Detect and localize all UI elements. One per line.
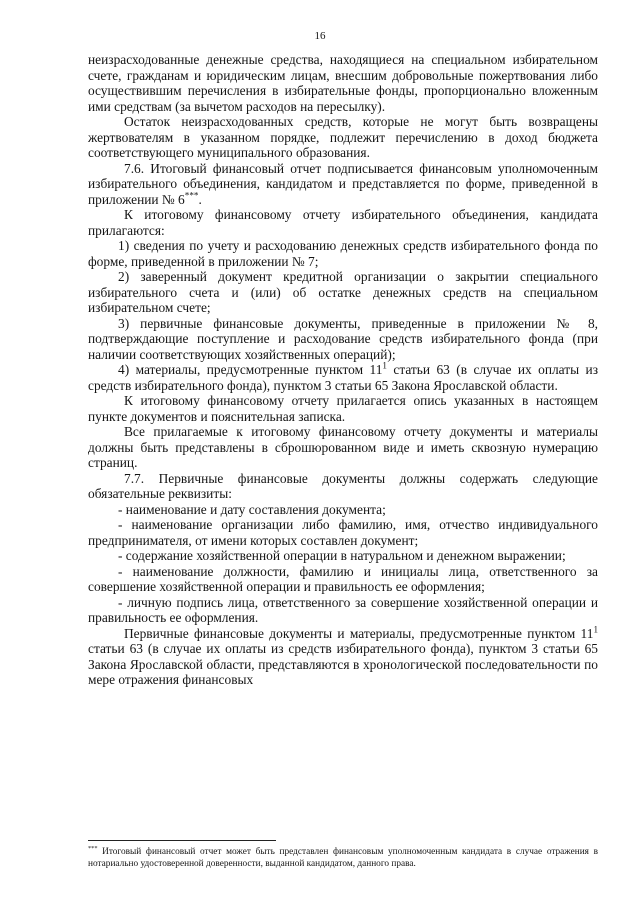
requisite-item-2: - наименование организации либо фамилию, имя, отчество индивидуального предпринимателя, от имени которых составлен документ; (88, 517, 598, 548)
footnote (88, 846, 598, 870)
list-item-4-text-b: статьи 63 (в случае их оплаты из средств избирательного фонда), пунктом 3 статьи 65 Закона Ярославской области. (88, 362, 598, 393)
paragraph-7-7-requisites: 7.7. Первичные финансовые документы должны содержать следующие обязательные реквизиты: (88, 470, 598, 501)
paragraph-refund-remainder: неизрасходованные денежные средства, находящиеся на специальном избирательном счете, гражданам и юридическим лицам, внесшим добровольные пожертвования либо осуществившим перечисления в избирательные фонды, пропорционально вложенным ими средствам (за вычетом расходов на пересылку). (88, 52, 598, 114)
superscript-one: 1 (593, 624, 598, 635)
paragraph-attachments-intro: К итоговому финансовому отчету избирательного объединения, кандидата прилагаются: (88, 207, 598, 238)
list-item-1: 1) сведения по учету и расходованию денежных средств избирательного фонда по форме, приведенной в приложении № 7; (88, 238, 598, 269)
requisite-item-3: - содержание хозяйственной операции в натуральном и денежном выражении; (118, 548, 566, 563)
requisite-item-5: - личную подпись лица, ответственного за совершение хозяйственной операции и правильность ее оформления. (88, 594, 598, 625)
requisite-item-1: - наименование и дату составления документа; (118, 501, 386, 517)
list-item-3: 3) первичные финансовые документы, приведенные в приложении № 8, подтверждающие поступление и расходование средств избирательного фонда (при наличии соответствующих хозяйственных операций); (88, 315, 598, 362)
paragraph-7-6-final-report (88, 161, 598, 208)
list-item-4 (88, 362, 598, 393)
footnote-divider (88, 840, 276, 841)
paragraph-7-6-end: . (198, 191, 202, 207)
paragraph-inventory: К итоговому финансовому отчету прилагается опись указанных в настоящем пункте документов и пояснительная записка. (88, 393, 598, 424)
paragraph-chronological-order (88, 626, 598, 688)
paragraph-chronological-text-b: статьи 63 (в случае их оплаты из средств избирательного фонда), пунктом 3 статьи 65 Закона Ярославской области, представляются в хронологической последовательности по мере отражения финансовых (88, 641, 598, 687)
paragraph-chronological-text-a: Первичные финансовые документы и материалы, предусмотренные пунктом 11 (124, 625, 594, 641)
page-number: 16 (314, 30, 326, 42)
list-item-2: 2) заверенный документ кредитной организации о закрытии специального избирательного счета и (или) об остатке денежных средств на специальном избирательном счете; (88, 269, 598, 315)
footnote-text: Итоговый финансовый отчет может быть представлен финансовым уполномоченным кандидата в случае отражения в нотариально удостоверенной доверенности, выданной кандидатом, данного права. (88, 847, 598, 869)
paragraph-7-6-text: 7.6. Итоговый финансовый отчет подписывается финансовым уполномоченным избирательного объединения, кандидатом и представляется по форме, приведенной в приложении № 6 (88, 160, 598, 207)
requisite-item-4: - наименование должности, фамилию и инициалы лица, ответственного за совершение хозяйственной операции и правильность ее оформления; (88, 563, 598, 594)
paragraph-unreturned-funds: Остаток неизрасходованных средств, которые не могут быть возвращены жертвователям в указанном порядке, подлежит перечислению в доход бюджета соответствующего муниципального образования. (88, 114, 598, 160)
body-text (88, 52, 598, 688)
footnote-mark: *** (88, 844, 98, 852)
paragraph-bound-documents: Все прилагаемые к итоговому финансовому отчету документы и материалы должны быть представлены в сброшюрованном виде и иметь сквозную нумерацию страниц. (88, 424, 598, 470)
superscript-one: 1 (382, 360, 387, 371)
footnote-reference-mark: *** (184, 190, 199, 201)
list-item-4-text-a: 4) материалы, предусмотренные пунктом 11 (118, 362, 383, 377)
